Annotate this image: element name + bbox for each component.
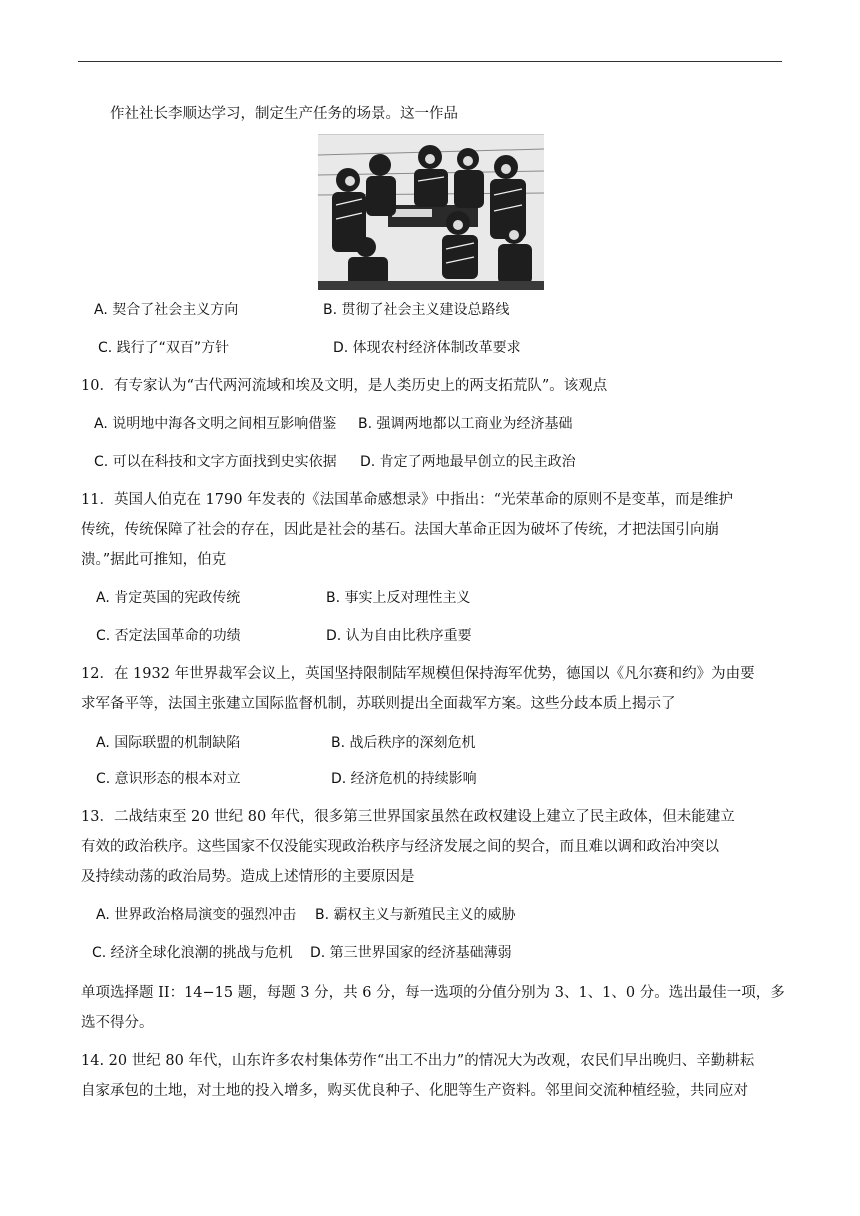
q14-stem-line-2: 自家承包的土地，对土地的投入增多，购买优良种子、化肥等生产资料。邻里间交流种植经验，共同应对	[81, 1083, 748, 1099]
q13-option-a: A. 世界政治格局演变的强烈冲击	[96, 907, 297, 923]
q13-option-d: D. 第三世界国家的经济基础薄弱	[310, 945, 512, 961]
q14-stem-line-1: 14. 20 世纪 80 年代，山东许多农村集体劳作“出工不出力”的情况大为改观，农民们早出晚归、辛勤耕耘	[81, 1053, 755, 1069]
woodcut-illustration	[318, 134, 544, 290]
q12-option-c: C. 意识形态的根本对立	[96, 771, 241, 787]
q10-option-c: C. 可以在科技和文字方面找到史实依据	[94, 454, 337, 470]
q10-option-a: A. 说明地中海各文明之间相互影响借鉴	[94, 416, 337, 432]
q9-option-a: A. 契合了社会主义方向	[94, 302, 239, 318]
q10-option-d: D. 肯定了两地最早创立的民主政治	[360, 454, 576, 470]
header-rule	[78, 61, 782, 62]
q12-option-d: D. 经济危机的持续影响	[331, 771, 477, 787]
q11-stem-line-2: 传统，传统保障了社会的存在，因此是社会的基石。法国大革命正因为破坏了传统，才把法国引向崩	[81, 522, 719, 538]
q13-stem-line-1: 13．二战结束至 20 世纪 80 年代，很多第三世界国家虽然在政权建设上建立了民主政体，但未能建立	[81, 809, 735, 825]
q13-option-b: B. 霸权主义与新殖民主义的威胁	[315, 907, 516, 923]
section-2-line-2: 选不得分。	[81, 1015, 154, 1031]
q11-stem-line-1: 11．英国人伯克在 1790 年发表的《法国革命感想录》中指出：“光荣革命的原则不是变革，而是维护	[81, 492, 733, 508]
q11-stem-line-3: 溃。”据此可推知，伯克	[81, 552, 227, 568]
q9-option-b: B. 贯彻了社会主义建设总路线	[323, 302, 510, 318]
q12-stem-line-1: 12．在 1932 年世界裁军会议上，英国坚持限制陆军规模但保持海军优势，德国以《凡尔赛和约》为由要	[81, 666, 755, 682]
q10-option-b: B. 强调两地都以工商业为经济基础	[358, 416, 573, 432]
q13-stem-line-3: 及持续动荡的政治局势。造成上述情形的主要原因是	[81, 869, 415, 885]
q9-option-c: C. 践行了“双百”方针	[98, 340, 230, 356]
q12-option-a: A. 国际联盟的机制缺陷	[96, 735, 241, 751]
q12-stem-line-2: 求军备平等，法国主张建立国际监督机制，苏联则提出全面裁军方案。这些分歧本质上揭示了	[81, 696, 676, 712]
section-2-line-1: 单项选择题 II：14−15 题，每题 3 分，共 6 分，每一选项的分值分别为 3、1、1、0 分。选出最佳一项，多	[81, 985, 785, 1001]
q9-stem-tail: 作社社长李顺达学习，制定生产任务的场景。这一作品	[110, 106, 458, 122]
q9-option-d: D. 体现农村经济体制改革要求	[333, 340, 521, 356]
q13-option-c: C. 经济全球化浪潮的挑战与危机	[92, 945, 293, 961]
q10-stem: 10．有专家认为“古代两河流域和埃及文明，是人类历史上的两支拓荒队”。该观点	[81, 378, 608, 394]
q11-option-b: B. 事实上反对理性主义	[326, 590, 471, 606]
q11-option-d: D. 认为自由比秩序重要	[326, 628, 472, 644]
q13-stem-line-2: 有效的政治秩序。这些国家不仅没能实现政治秩序与经济发展之间的契合，而且难以调和政治冲突以	[81, 839, 719, 855]
q12-option-b: B. 战后秩序的深刻危机	[331, 735, 476, 751]
q11-option-c: C. 否定法国革命的功绩	[96, 628, 241, 644]
q11-option-a: A. 肯定英国的宪政传统	[96, 590, 241, 606]
